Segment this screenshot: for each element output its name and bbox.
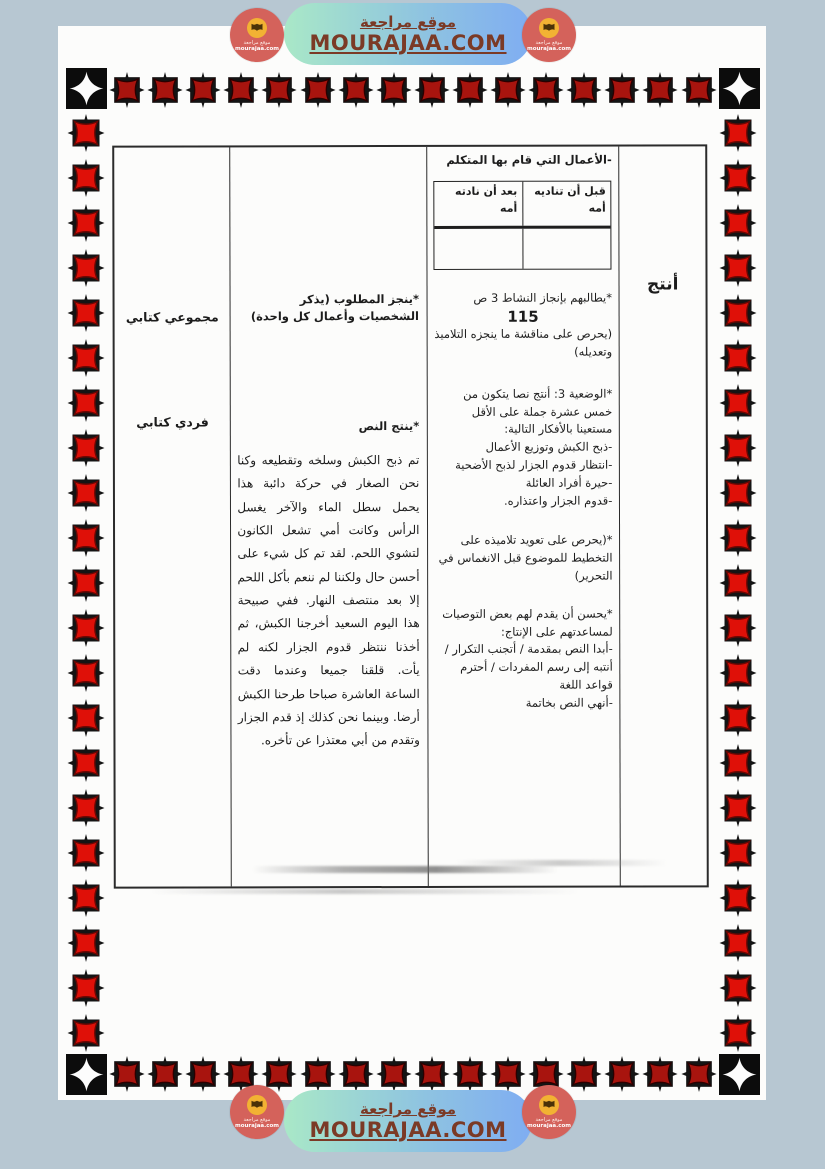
recommendation-item: -أبدا النص بمقدمة / أتجنب التكرار / أنتبه إلى رسم المفردات / أحترم قواعد اللغة (444, 642, 613, 692)
site-logo (522, 1085, 576, 1139)
star-ornament-icon (66, 833, 106, 873)
star-ornament-icon (718, 923, 758, 963)
star-ornament-icon (603, 71, 641, 109)
site-banner-link[interactable] (284, 1090, 532, 1152)
border-ornament (260, 71, 298, 109)
corner-star-icon (719, 68, 760, 109)
border-ornament (66, 1013, 106, 1053)
stage-title: أنتج (647, 274, 679, 295)
border-ornament (66, 248, 106, 288)
star-ornament-icon (108, 1055, 146, 1093)
column-learner-activities (231, 147, 430, 886)
star-ornament-icon (718, 833, 758, 873)
logo-caption-arabic: موقع مراجعة (535, 1116, 563, 1123)
border-ornament (337, 71, 375, 109)
border-ornament (718, 473, 758, 513)
star-ornament-icon (299, 1055, 337, 1093)
star-ornament-icon (66, 203, 106, 243)
border-ornament (66, 1054, 107, 1095)
border-ornament (489, 71, 527, 109)
border-ornament (375, 1055, 413, 1093)
mode-label: فردي كتابي (136, 414, 209, 430)
star-ornament-icon (718, 608, 758, 648)
border-ornament (66, 473, 106, 513)
corner-star-icon (719, 1054, 760, 1095)
star-ornament-icon (718, 518, 758, 558)
star-ornament-icon (718, 698, 758, 738)
star-ornament-icon (66, 383, 106, 423)
star-ornament-icon (718, 248, 758, 288)
star-ornament-icon (184, 71, 222, 109)
border-ornament (66, 68, 107, 109)
star-ornament-icon (451, 1055, 489, 1093)
star-ornament-icon (718, 203, 758, 243)
star-ornament-icon (680, 1055, 718, 1093)
border-ornament (66, 608, 106, 648)
site-domain: MOURAJAA.COM (309, 1118, 507, 1142)
star-ornament-icon (66, 968, 106, 1008)
border-ornament (718, 338, 758, 378)
mini-table-body-cell (435, 229, 524, 269)
star-ornament-icon (718, 383, 758, 423)
scan-smudge (455, 860, 667, 866)
logo-caption-domain: mourajaa.com (234, 45, 280, 52)
star-ornament-icon (718, 428, 758, 468)
border-ornament (718, 923, 758, 963)
border-ornament (66, 158, 106, 198)
actions-mini-table (434, 181, 612, 270)
border-ornament (603, 71, 641, 109)
border-ornament (66, 968, 106, 1008)
border-ornament (718, 203, 758, 243)
column-stage (620, 146, 707, 885)
site-banner-link[interactable] (284, 3, 532, 65)
border-ornament (108, 71, 146, 109)
border-ornament (375, 71, 413, 109)
border-ornament (718, 113, 758, 153)
logo-caption-domain: mourajaa.com (526, 1122, 572, 1129)
book-icon (539, 1095, 559, 1115)
guidance-header: -الأعمال التي قام بها المتكلم (446, 152, 612, 167)
star-ornament-icon (718, 158, 758, 198)
learner-task: *ينتج النص (358, 418, 420, 433)
border-ornament (66, 383, 106, 423)
border-ornament (718, 968, 758, 1008)
border-ornament (146, 71, 184, 109)
border-ornament (108, 1055, 146, 1093)
star-ornament-icon (718, 563, 758, 603)
border-ornament (66, 878, 106, 918)
border-ornament (66, 743, 106, 783)
mini-table-header-cell: بعد أن نادته أمه (435, 182, 524, 226)
star-ornament-icon (146, 1055, 184, 1093)
border-ornament (718, 833, 758, 873)
border-ornament (66, 653, 106, 693)
star-ornament-icon (66, 158, 106, 198)
star-ornament-icon (565, 71, 603, 109)
site-domain: MOURAJAA.COM (309, 31, 507, 55)
border-ornament (718, 428, 758, 468)
learner-task: *ينجز المطلوب (يذكر الشخصيات وأعمال كل واحدة) (250, 291, 420, 324)
star-ornament-icon (66, 653, 106, 693)
star-ornament-icon (718, 113, 758, 153)
star-ornament-icon (146, 71, 184, 109)
mode-label: مجموعي كتابي (125, 309, 219, 325)
star-ornament-icon (413, 71, 451, 109)
corner-star-icon (66, 1054, 107, 1095)
idea-list (434, 439, 612, 511)
border-ornament (680, 71, 718, 109)
star-ornament-icon (680, 71, 718, 109)
star-ornament-icon (66, 878, 106, 918)
star-ornament-icon (718, 878, 758, 918)
border-ornament (413, 1055, 451, 1093)
star-ornament-icon (222, 71, 260, 109)
border-ornament (66, 518, 106, 558)
star-ornament-icon (260, 71, 298, 109)
border-ornament (719, 1054, 760, 1095)
border-ornament (222, 71, 260, 109)
star-ornament-icon (66, 923, 106, 963)
star-ornament-icon (337, 1055, 375, 1093)
logo-caption-domain: mourajaa.com (234, 1122, 280, 1129)
logo-caption-arabic: موقع مراجعة (243, 1116, 271, 1123)
book-icon (247, 1095, 267, 1115)
border-ornament (718, 608, 758, 648)
page-number: 115 (507, 307, 539, 326)
border-ornament (718, 293, 758, 333)
mini-table-header-cell: قبل أن تناديه أمه (534, 184, 606, 215)
mini-table-body-row (435, 229, 611, 269)
border-ornament (718, 653, 758, 693)
essay-paragraph: تم ذبح الكبش وسلخه وتقطيعه وكنا نحن الصغار في حركة دائبة هذا يحمل سطل الماء والآخر يغسل الرأس وكانت أمي تشعل الكانون لتشوي اللحم. لقد تم كل شيء على أحسن حال ولكننا لم ننعم بأكل اللحم إلا بعد منتصف النهار. ففي صبيحة هذا اليوم السعيد أخرجنا الكبش، ثم أخذنا ننتظر قدوم الجزار لكنه لم يأت. قلقنا جميعا وعندما دقت الساعة العاشرة صباحا طرحنا الكبش أرضا. وبينما نحن كذلك إذ قدم الجزار وتقدم من أبي معتذرا عن تأخره. (237, 452, 420, 748)
star-ornament-icon (108, 71, 146, 109)
border-ornament (184, 71, 222, 109)
border-ornament (680, 1055, 718, 1093)
star-ornament-icon (641, 71, 679, 109)
star-ornament-icon (718, 788, 758, 828)
star-ornament-icon (184, 1055, 222, 1093)
star-ornament-icon (641, 1055, 679, 1093)
border-ornament (66, 428, 106, 468)
star-ornament-icon (565, 1055, 603, 1093)
star-ornament-icon (718, 338, 758, 378)
book-icon (247, 18, 267, 38)
site-logo (522, 8, 576, 62)
border-ornament (718, 878, 758, 918)
column-teacher-guidance (428, 147, 622, 886)
border-ornament (66, 698, 106, 738)
lesson-table (112, 144, 709, 888)
star-ornament-icon (489, 1055, 527, 1093)
scan-smudge (150, 889, 580, 894)
site-logo (230, 1085, 284, 1139)
corner-star-icon (66, 68, 107, 109)
border-ornament (66, 113, 106, 153)
star-ornament-icon (66, 743, 106, 783)
border-ornament (489, 1055, 527, 1093)
star-ornament-icon (66, 338, 106, 378)
star-ornament-icon (337, 71, 375, 109)
star-ornament-icon (603, 1055, 641, 1093)
border-ornament (66, 293, 106, 333)
star-ornament-icon (718, 968, 758, 1008)
star-ornament-icon (375, 1055, 413, 1093)
border-ornament (413, 71, 451, 109)
recommendation-list (435, 641, 613, 713)
border-ornament (527, 71, 565, 109)
border-ornament (718, 563, 758, 603)
logo-caption-domain: mourajaa.com (526, 45, 572, 52)
border-ornament (718, 1013, 758, 1053)
mini-table-body-cell (523, 229, 611, 269)
border-ornament (718, 743, 758, 783)
border-ornament (299, 71, 337, 109)
star-ornament-icon (66, 428, 106, 468)
border-ornament (66, 923, 106, 963)
border-ornament (718, 248, 758, 288)
site-name-arabic: موقع مراجعة (359, 13, 457, 31)
star-ornament-icon (66, 113, 106, 153)
idea-list-item: -حيرة أفراد العائلة (525, 475, 613, 490)
star-ornament-icon (451, 71, 489, 109)
border-ornament (718, 158, 758, 198)
star-ornament-icon (66, 518, 106, 558)
guidance-note: *(يحرص على تعويد تلاميذه على التخطيط للموضوع قبل الانغماس في التحرير) (438, 532, 613, 583)
star-ornament-icon (66, 788, 106, 828)
guidance-note: (يحرص على مناقشة ما ينجزه التلاميذ وتعديله) (434, 326, 613, 359)
border-ornament (603, 1055, 641, 1093)
star-ornament-icon (66, 1013, 106, 1053)
border-ornament (337, 1055, 375, 1093)
border-ornament (718, 518, 758, 558)
border-ornament (66, 203, 106, 243)
guidance-block: *الوضعية 3: أنتج نصا يتكون من خمس عشرة جملة على الأقل مستعينا بالأفكار التالية: (463, 386, 613, 437)
border-ornament (66, 833, 106, 873)
star-ornament-icon (718, 473, 758, 513)
border-ornament (719, 68, 760, 109)
star-ornament-icon (527, 71, 565, 109)
star-ornament-icon (718, 293, 758, 333)
star-ornament-icon (375, 71, 413, 109)
star-ornament-icon (66, 608, 106, 648)
border-ornament (451, 1055, 489, 1093)
star-ornament-icon (299, 71, 337, 109)
border-ornament (718, 698, 758, 738)
border-ornament (184, 1055, 222, 1093)
book-icon (539, 18, 559, 38)
logo-caption-arabic: موقع مراجعة (243, 39, 271, 46)
border-ornament (66, 338, 106, 378)
star-ornament-icon (66, 293, 106, 333)
border-ornament (66, 788, 106, 828)
star-ornament-icon (66, 563, 106, 603)
column-work-mode (114, 147, 232, 886)
star-ornament-icon (413, 1055, 451, 1093)
border-ornament (299, 1055, 337, 1093)
logo-caption-arabic: موقع مراجعة (535, 39, 563, 46)
border-ornament (718, 788, 758, 828)
scan-smudge (252, 866, 558, 873)
border-ornament (641, 1055, 679, 1093)
star-ornament-icon (66, 473, 106, 513)
idea-list-item: -قدوم الجزار واعتذاره. (503, 493, 613, 508)
border-ornament (718, 383, 758, 423)
site-logo (230, 8, 284, 62)
mini-table-header-row (435, 182, 611, 229)
star-ornament-icon (66, 248, 106, 288)
recommendation-item: -أنهي النص بخاتمة (525, 695, 613, 710)
border-ornament (146, 1055, 184, 1093)
idea-list-item: -ذبح الكبش وتوزيع الأعمال (485, 439, 613, 454)
site-name-arabic: موقع مراجعة (359, 1100, 457, 1118)
star-ornament-icon (718, 653, 758, 693)
star-ornament-icon (489, 71, 527, 109)
border-ornament (641, 71, 679, 109)
star-ornament-icon (66, 698, 106, 738)
idea-list-item: -انتظار قدوم الجزار لذبح الأضحية (455, 457, 613, 472)
guidance-block: *يحسن أن يقدم لهم بعض التوصيات لمساعدتهم على الإنتاج: (442, 606, 613, 639)
border-ornament (451, 71, 489, 109)
guidance-block: *يطالبهم بإنجاز النشاط 3 ص (473, 290, 613, 306)
border-ornament (565, 1055, 603, 1093)
border-ornament (66, 563, 106, 603)
border-ornament (565, 71, 603, 109)
star-ornament-icon (718, 1013, 758, 1053)
star-ornament-icon (718, 743, 758, 783)
